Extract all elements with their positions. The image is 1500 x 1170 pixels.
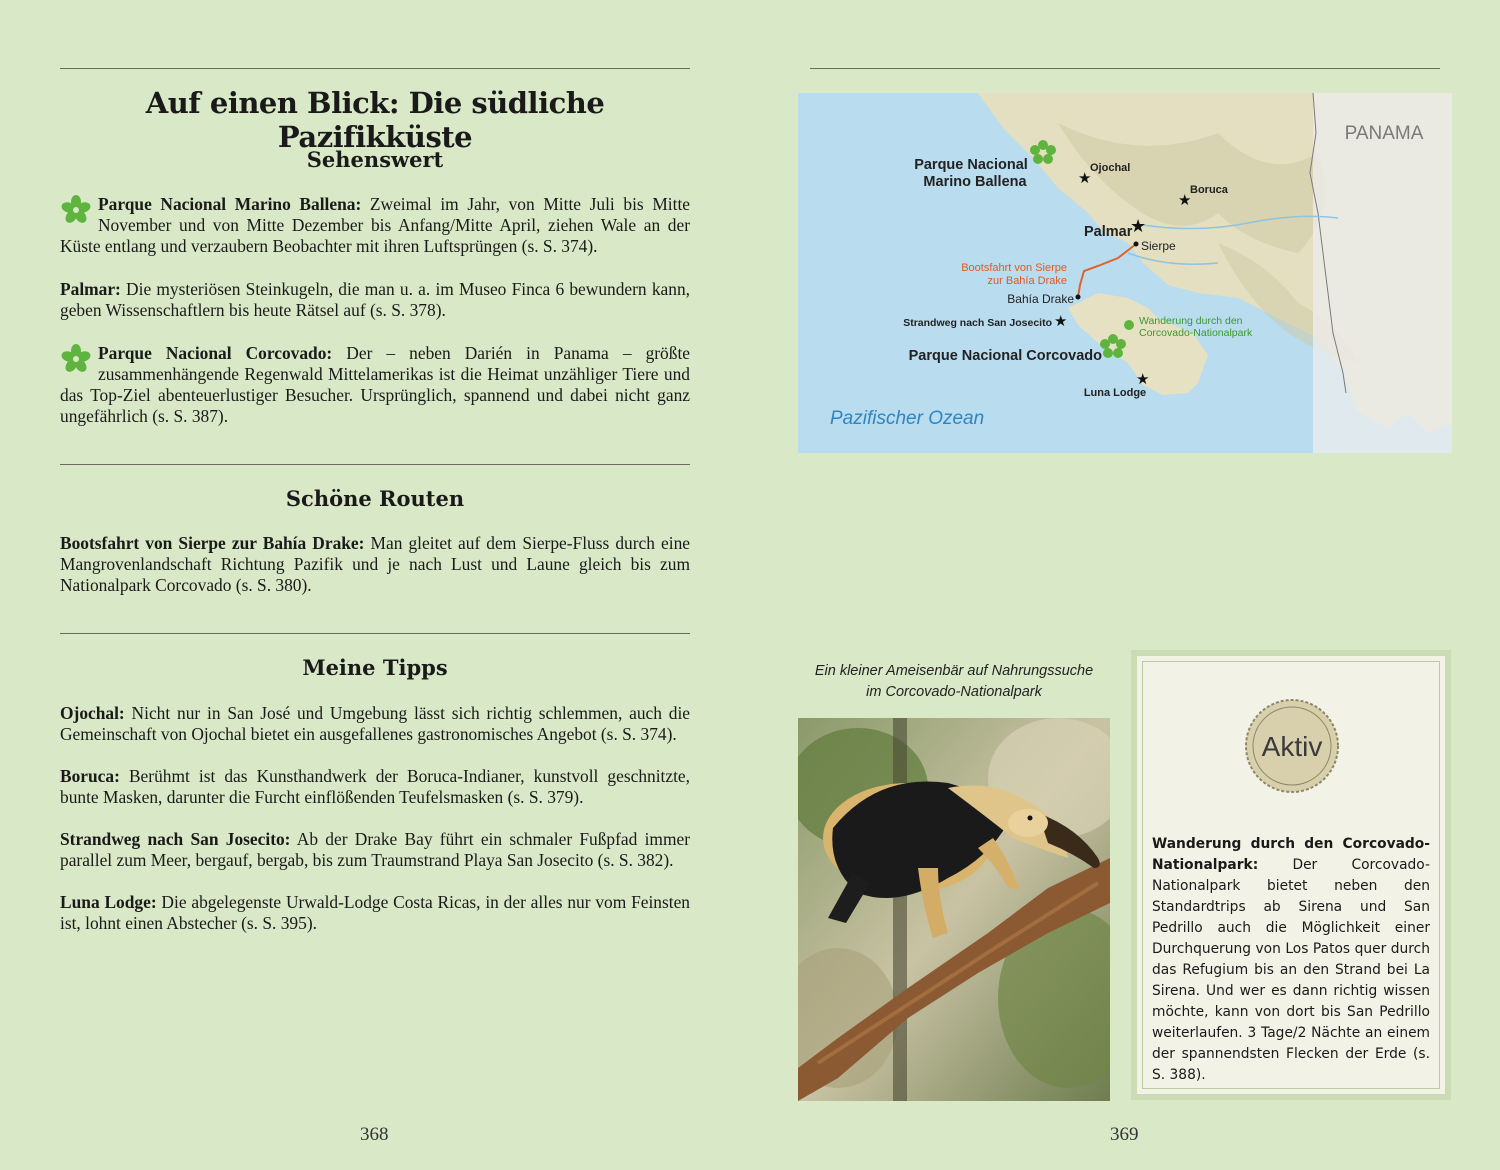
map-label-ballena-1: Parque Nacional (914, 157, 1028, 173)
section-heading-routen: Schöne Routen (285, 486, 465, 511)
item-name: Boruca: (60, 766, 120, 786)
map-label-boat-1: Bootsfahrt von Sierpe (961, 262, 1067, 274)
map-label-palmar: Palmar (1084, 224, 1133, 240)
list-item-ballena (60, 194, 690, 257)
list-item-luna-lodge (60, 892, 690, 934)
right-page (798, 0, 1452, 1170)
item-name: Parque Nacional Marino Ballena: (98, 194, 362, 214)
map-dot-bahia (1076, 295, 1081, 300)
region-map (798, 93, 1452, 453)
section-divider (60, 464, 690, 465)
page-number: 369 (1110, 1124, 1139, 1145)
map-label-corcovado: Parque Nacional Corcovado (908, 348, 1102, 364)
item-text: Nicht nur in San José und Umgebung lässt sich richtig schlemmen, auch die Gemeinschaft von Ojochal bietet ein ausgefallenes gastronomisches Angebot (s. S. 374). (60, 703, 690, 744)
star-icon: ★ (1054, 312, 1068, 330)
photo-caption (798, 661, 1110, 703)
map-label-ballena-2: Marino Ballena (923, 174, 1027, 190)
page-number: 368 (360, 1124, 389, 1145)
item-text: Die abgelegenste Urwald-Lodge Costa Ricas, in der alles nur vom Feinsten ist, lohnt einen Abstecher (s. S. 395). (60, 892, 690, 933)
map-label-bahia: Bahía Drake (1007, 292, 1074, 306)
aktiv-badge (1244, 698, 1340, 794)
map-label-boat-2: zur Bahía Drake (987, 275, 1067, 287)
flower-icon (60, 343, 92, 375)
map-hike-marker (1124, 320, 1134, 330)
map-label-wander-1: Wanderung durch den (1139, 315, 1243, 327)
map-label-wander-2: Corcovado-Nationalpark (1139, 327, 1253, 339)
photo-caption-line-1: Ein kleiner Ameisenbär auf Nahrungssuche (814, 663, 1094, 679)
map-graphic (798, 93, 1452, 453)
item-text: Zweimal im Jahr, von Mitte Juli bis Mitte November und von Mitte Dezember bis Anfang/Mitte April, ziehen Wale an der Küste entlang und verzaubern Beobachter mit ihren Luftsprüngen (s. S. 374). (60, 194, 691, 256)
map-label-strandweg: Strandweg nach San Josecito (903, 317, 1052, 329)
aktiv-title: Wanderung durch den Corcovado-Nationalpark: (1152, 836, 1430, 873)
map-label-sierpe: Sierpe (1141, 239, 1176, 253)
aktiv-text (1152, 834, 1430, 1086)
anteater-photo (798, 718, 1110, 1101)
list-item-bootsfahrt (60, 533, 690, 596)
section-heading-tipps: Meine Tipps (302, 655, 448, 680)
map-panama-area (1313, 93, 1452, 453)
item-name: Bootsfahrt von Sierpe zur Bahía Drake: (60, 533, 365, 553)
item-name: Ojochal: (60, 703, 125, 723)
star-icon: ★ (1130, 216, 1147, 237)
aktiv-badge-label: Aktiv (1261, 731, 1323, 762)
page-title: Auf einen Blick: Die südliche Pazifikküste (145, 86, 605, 154)
flower-icon (60, 194, 92, 226)
aktiv-body: Der Corcovado-Nationalpark bietet neben den Standardtrips ab Sirena und San Pedrillo auch die Möglichkeit einer Durchquerung von Los Patos quer durch das Refugium bis an den Strand bei La Sirena. Und wer es dann richtig wissen möchte, kann von dort bis San Pedrillo weiterlaufen. 3 Tage/2 Nächte an einem der spannendsten Flecken der Erde (s. S. 388). (1152, 857, 1430, 1083)
item-text: Berühmt ist das Kunsthandwerk der Boruca-Indianer, kunstvoll geschnitzte, bunte Masken, darunter die Furcht einflößenden Teufelsmasken (s. S. 379). (60, 766, 690, 807)
star-icon: ★ (1136, 370, 1150, 388)
star-icon: ★ (1178, 191, 1192, 209)
item-name: Strandweg nach San Josecito: (60, 829, 291, 849)
item-text: Ab der Drake Bay führt ein schmaler Fußpfad immer parallel zum Meer, bergauf, bergab, bis zum Traumstrand Playa San Josecito (s. S. 382). (60, 829, 690, 870)
item-name: Luna Lodge: (60, 892, 157, 912)
photo-caption-line-2: im Corcovado-Nationalpark (866, 684, 1042, 700)
top-rule (810, 68, 1440, 69)
section-heading-sehenswert: Sehenswert (306, 147, 444, 172)
aktiv-box (1131, 650, 1451, 1100)
item-name: Palmar: (60, 279, 121, 299)
star-icon: ★ (1078, 169, 1092, 187)
map-dot-sierpe (1134, 242, 1139, 247)
list-item-boruca (60, 766, 690, 808)
map-label-ocean: Pazifischer Ozean (830, 408, 985, 429)
map-label-panama: PANAMA (1344, 123, 1424, 144)
list-item-palmar (60, 279, 690, 321)
top-rule (60, 68, 690, 69)
map-label-ojochal: Ojochal (1090, 162, 1131, 174)
section-divider (60, 633, 690, 634)
list-item-strandweg (60, 829, 690, 871)
map-label-luna: Luna Lodge (1083, 387, 1147, 399)
left-page (60, 0, 690, 1170)
map-label-boruca: Boruca (1190, 184, 1228, 196)
item-name: Parque Nacional Corcovado: (98, 343, 333, 363)
item-text: Man gleitet auf dem Sierpe-Fluss durch eine Mangrovenlandschaft Richtung Pazifik und je nach Lust und Laune gleich bis zum Nationalpark Corcovado (s. S. 380). (60, 533, 690, 595)
item-text: Die mysteriösen Steinkugeln, die man u. a. im Museo Finca 6 bewundern kann, geben Wissenschaftlern bis heute Rätsel auf (s. S. 378). (60, 279, 690, 320)
list-item-corcovado (60, 343, 690, 427)
list-item-ojochal (60, 703, 690, 745)
item-text: Der – neben Darién in Panama – größte zusammenhängende Regenwald Mittelamerikas ist die Heimat unzähliger Tiere und das Top-Ziel abenteuerlustiger Besucher. Ursprünglich, spannend und dabei nicht ganz ungefährlich (s. S. 387). (60, 343, 690, 426)
